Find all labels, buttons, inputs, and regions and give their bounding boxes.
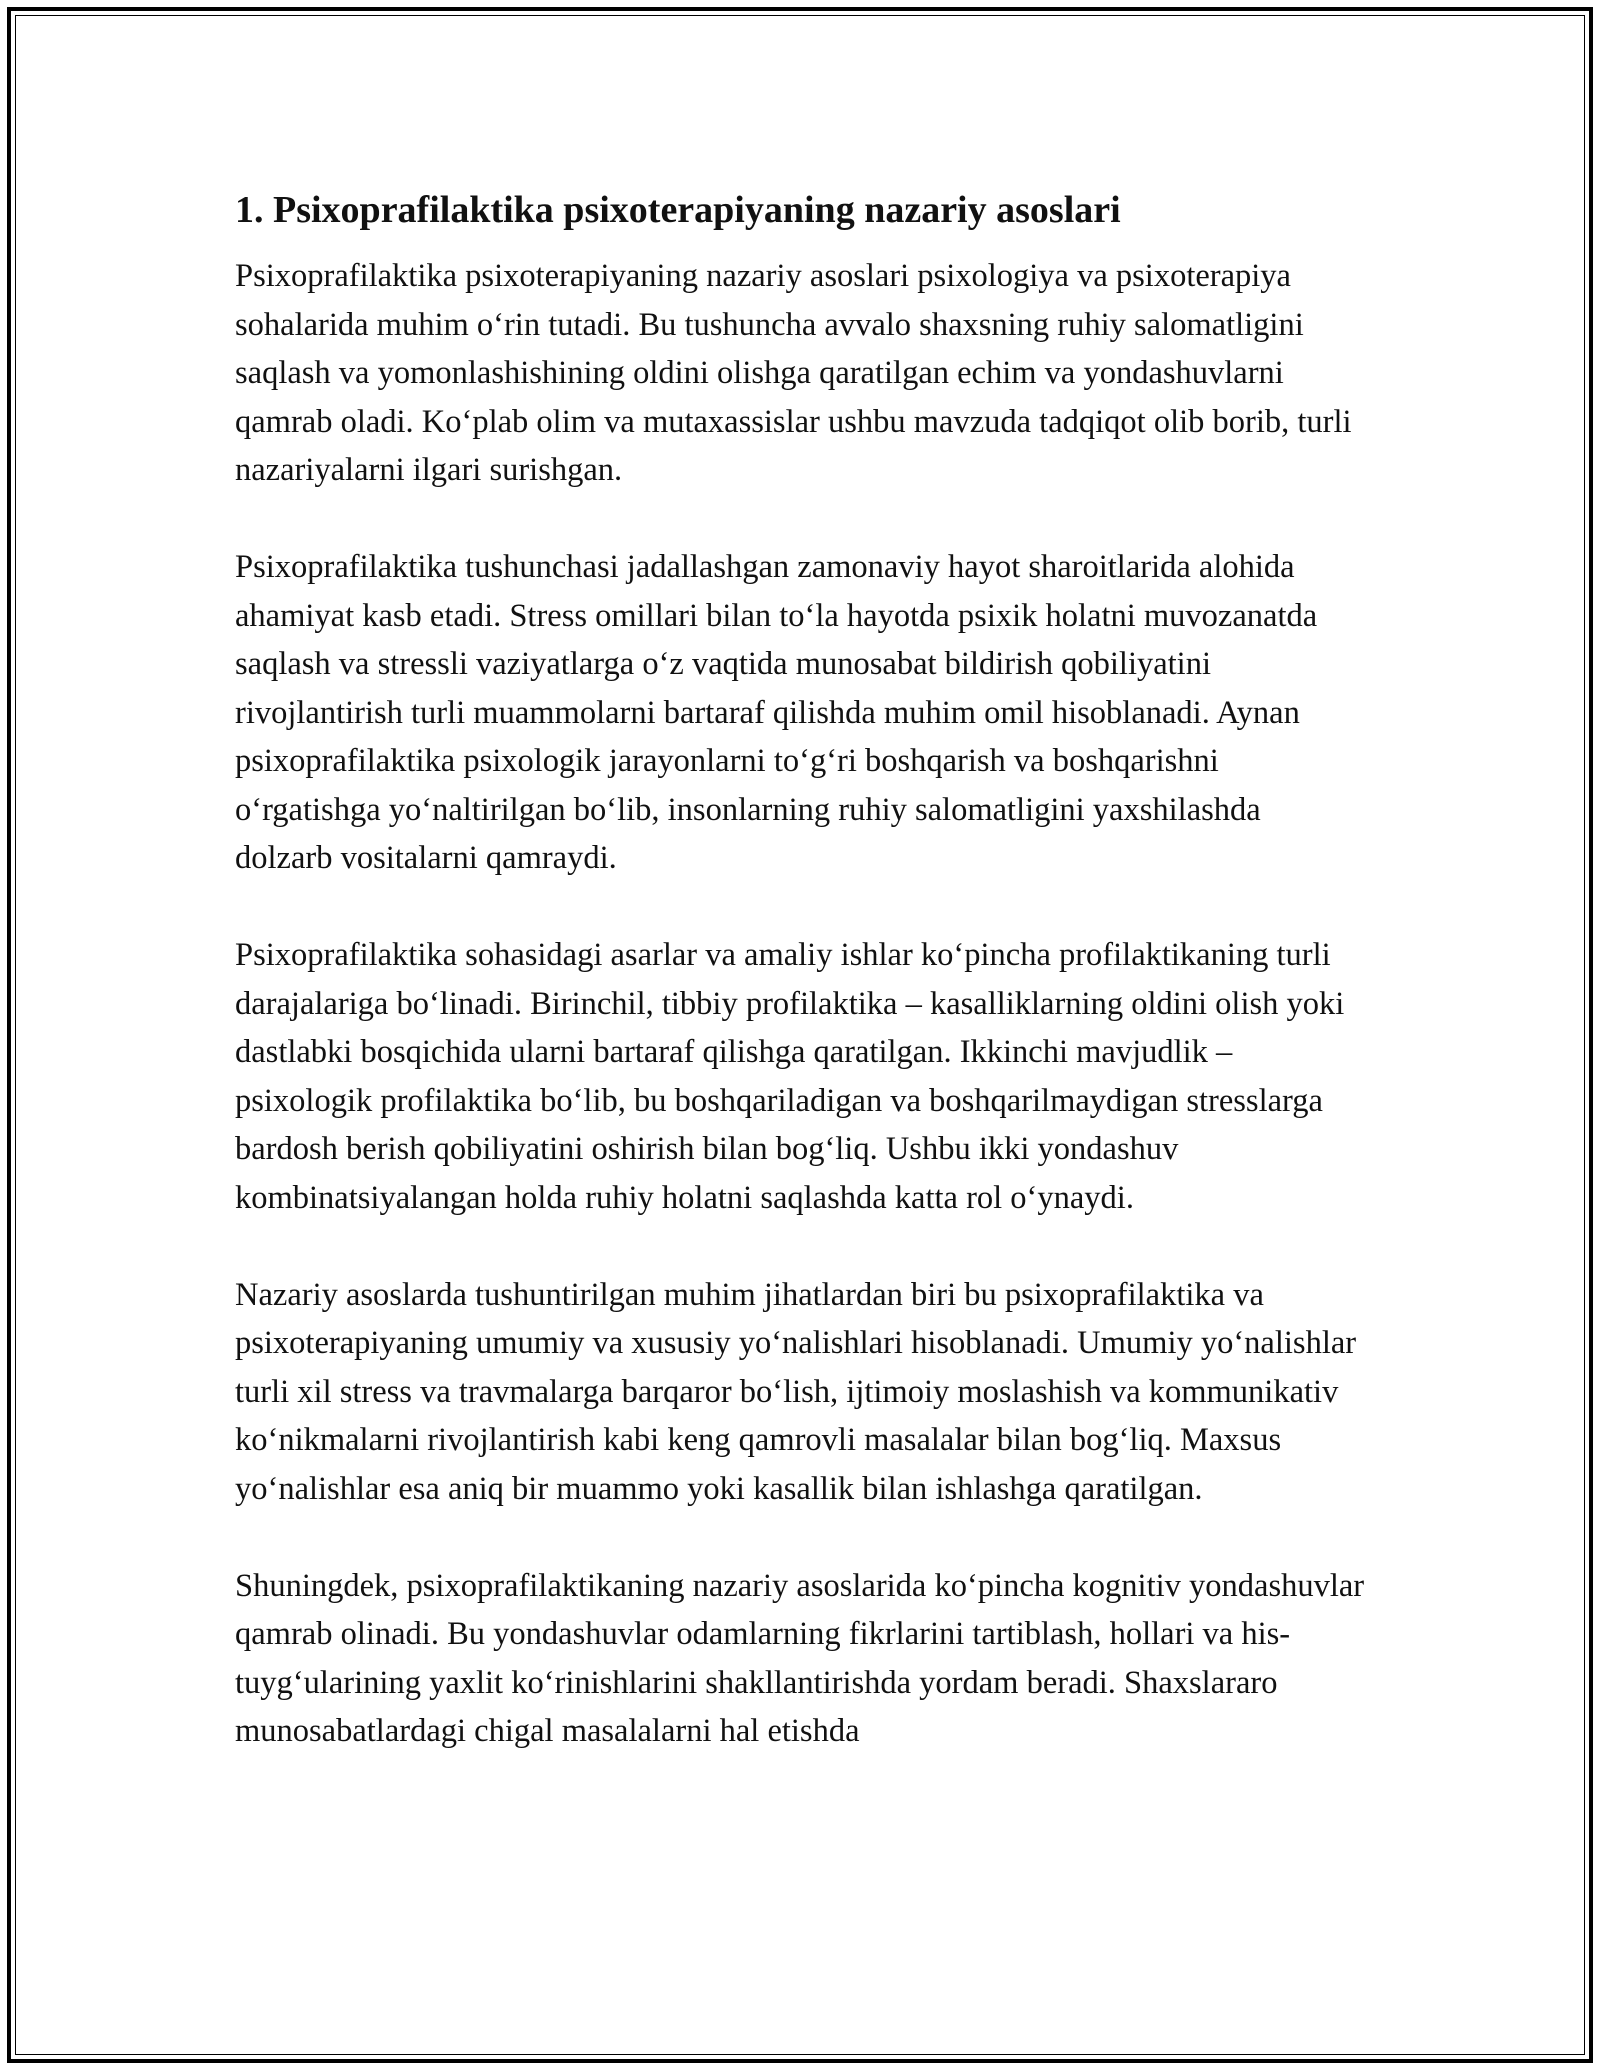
- section-heading: 1. Psixoprafilaktika psixoterapiyaning nazariy asoslari: [235, 189, 1121, 231]
- paragraph-1: Psixoprafilaktika psixoterapiyaning nazariy asoslari psixologiya va psixoterapiya sohalarida muhim o‘rin tutadi. Bu tushuncha avvalo shaxsning ruhiy salomatligini saqlash va yomonlashishining oldini olishga qaratilgan echim va yondashuvlarni qamrab oladi. Ko‘plab olim va mutaxassislar ushbu mavzuda tadqiqot olib borib, turli nazariyalarni ilgari surishgan.: [235, 258, 1352, 488]
- document-body: [235, 186, 1365, 1804]
- paragraph-5: Shuningdek, psixoprafilaktikaning nazariy asoslarida ko‘pincha kognitiv yondashuvlar qamrab olinadi. Bu yondashuvlar odamlarning fikrlarini tartiblash, hollari va his-tuyg‘ularining yaxlit ko‘rinishlarini shakllantirishda yordam beradi. Shaxslararo munosabatlardagi chigal masalalarni hal etishda: [235, 1567, 1365, 1749]
- paragraph-2: Psixoprafilaktika tushunchasi jadallashgan zamonaviy hayot sharoitlarida alohida ahamiyat kasb etadi. Stress omillari bilan to‘la hayotda psixik holatni muvozanatda saqlash va stressli vaziyatlarga o‘z vaqtida munosabat bildirish qobiliyatini rivojlantirish turli muammolarni bartaraf qilishda muhim omil hisoblanadi. Aynan psixoprafilaktika psixologik jarayonlarni to‘g‘ri boshqarish va boshqarishni o‘rgatishga yo‘naltirilgan bo‘lib, insonlarning ruhiy salomatligini yaxshilashda dolzarb vositalarni qamraydi.: [235, 549, 1318, 876]
- paragraph-3: Psixoprafilaktika sohasidagi asarlar va amaliy ishlar ko‘pincha profilaktikaning turli darajalariga bo‘linadi. Birinchil, tibbiy profilaktika – kasalliklarning oldini olish yoki dastlabki bosqichida ularni bartaraf qilishga qaratilgan. Ikkinchi mavjudlik – psixologik profilaktika bo‘lib, bu boshqariladigan va boshqarilmaydigan stresslarga bardosh berish qobiliyatini oshirish bilan bog‘liq. Ushbu ikki yondashuv kombinatsiyalangan holda ruhiy holatni saqlashda katta rol o‘ynaydi.: [235, 937, 1345, 1216]
- paragraph-4: Nazariy asoslarda tushuntirilgan muhim jihatlardan biri bu psixoprafilaktika va psixoterapiyaning umumiy va xususiy yo‘nalishlari hisoblanadi. Umumiy yo‘nalishlar turli xil stress va travmalarga barqaror bo‘lish, ijtimoiy moslashish va kommunikativ ko‘nikmalarni rivojlantirish kabi keng qamrovli masalalar bilan bog‘liq. Maxsus yo‘nalishlar esa aniq bir muammo yoki kasallik bilan ishlashga qaratilgan.: [235, 1276, 1357, 1507]
